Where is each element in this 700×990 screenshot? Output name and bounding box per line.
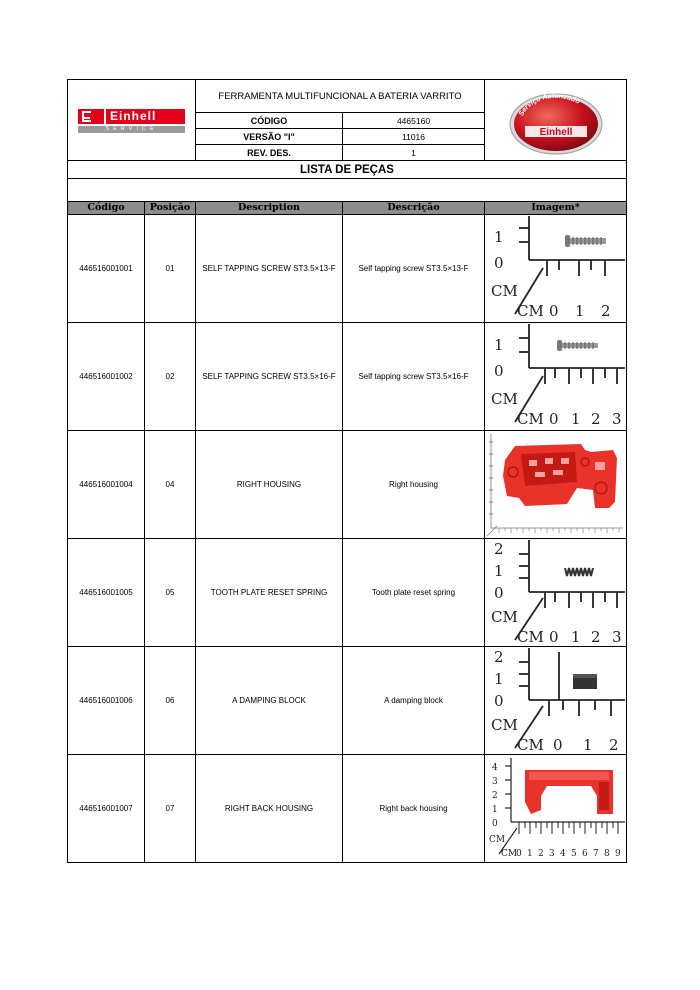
- damping-block-image: [485, 648, 625, 754]
- seal-word: Einhell: [539, 127, 573, 138]
- table-row: [68, 215, 627, 323]
- brand-word: Einhell: [106, 109, 185, 124]
- parts-table: [67, 79, 627, 863]
- seal-cell: [485, 80, 627, 161]
- einhell-logo-cell: [68, 80, 196, 161]
- part-image: [485, 755, 627, 863]
- scale-cm-label: CM: [491, 715, 518, 734]
- rev-label: REV. DES.: [196, 145, 343, 161]
- part-image: [485, 431, 627, 539]
- einhell-e-icon: [78, 109, 104, 124]
- part-image: [485, 323, 627, 431]
- part-description: SELF TAPPING SCREW ST3.5×16-F: [196, 323, 343, 431]
- scale-x-label: 1: [571, 627, 581, 646]
- scale-y-label: 0: [494, 583, 504, 602]
- scale-y-label: 0: [492, 818, 498, 829]
- part-position: 07: [145, 755, 196, 863]
- damping-block-part-icon: [573, 674, 597, 689]
- scale-y-label: 0: [494, 691, 504, 710]
- scale-cm-label: CM: [517, 301, 544, 320]
- scale-cm-label: CM: [501, 848, 518, 859]
- scale-x-label: 0: [549, 301, 559, 320]
- part-position: 01: [145, 215, 196, 323]
- spring-part-icon: [565, 568, 593, 576]
- scale-x-label: 3: [612, 627, 622, 646]
- part-position: 06: [145, 647, 196, 755]
- scale-y-label: 2: [494, 647, 504, 666]
- scale-y-label: 1: [494, 561, 504, 580]
- scale-y-label: 4: [492, 762, 498, 773]
- scale-x-label: 2: [591, 409, 601, 428]
- code-value: 4465160: [343, 113, 485, 129]
- table-row: [68, 431, 627, 539]
- right-housing-image: [485, 432, 625, 538]
- authorized-service-seal-icon: [507, 90, 605, 156]
- scale-y-label: 2: [492, 790, 498, 801]
- column-header-codigo: Código: [68, 202, 145, 215]
- table-row: [68, 647, 627, 755]
- screw-long-image: [485, 324, 625, 430]
- scale-x-label: 8: [604, 848, 610, 859]
- column-header-imagem: Imagem*: [485, 202, 627, 215]
- scale-cm-label: CM: [491, 389, 518, 408]
- rev-value: 1: [343, 145, 485, 161]
- scale-x-label: 9: [615, 848, 621, 859]
- table-row: [68, 539, 627, 647]
- scale-y-label: 2: [494, 539, 504, 558]
- scale-x-label: 2: [609, 735, 619, 754]
- scale-x-label: 3: [612, 409, 622, 428]
- table-row: [68, 755, 627, 863]
- scale-x-label: 1: [583, 735, 593, 754]
- scale-x-label: 6: [582, 848, 588, 859]
- scale-cm-label: CM: [517, 627, 544, 646]
- scale-x-label: 1: [571, 409, 581, 428]
- column-header-descricao: Descrição: [343, 202, 485, 215]
- column-header-posicao: Posição: [145, 202, 196, 215]
- part-position: 05: [145, 539, 196, 647]
- scale-y-label: 1: [494, 227, 504, 246]
- einhell-service-logo: [78, 109, 185, 133]
- part-descricao: Self tapping screw ST3.5×13-F: [343, 215, 485, 323]
- scale-y-label: 1: [492, 804, 498, 815]
- scale-x-label: 0: [553, 735, 563, 754]
- scale-cm-label: CM: [517, 409, 544, 428]
- spring-image: [485, 540, 625, 646]
- scale-cm-label: CM: [491, 281, 518, 300]
- version-label: VERSÃO "I": [196, 129, 343, 145]
- red-housing-part-icon: [503, 444, 617, 508]
- part-descricao: Right back housing: [343, 755, 485, 863]
- scale-x-label: 5: [571, 848, 577, 859]
- scale-x-label: 0: [516, 848, 522, 859]
- scale-x-label: 1: [575, 301, 585, 320]
- scale-cm-label: CM: [491, 607, 518, 626]
- part-description: SELF TAPPING SCREW ST3.5×13-F: [196, 215, 343, 323]
- blank-spacer-row: [68, 179, 627, 202]
- part-code: 446516001001: [68, 215, 145, 323]
- scale-x-label: 3: [549, 848, 555, 859]
- part-code: 446516001007: [68, 755, 145, 863]
- scale-x-label: 2: [591, 627, 601, 646]
- part-code: 446516001002: [68, 323, 145, 431]
- part-image: [485, 539, 627, 647]
- part-code: 446516001006: [68, 647, 145, 755]
- scale-y-label: 3: [492, 776, 498, 787]
- scale-x-label: 0: [549, 627, 559, 646]
- table-row: [68, 323, 627, 431]
- code-label: CÓDIGO: [196, 113, 343, 129]
- scale-cm-label: CM: [489, 834, 506, 845]
- part-image: [485, 647, 627, 755]
- list-title: LISTA DE PEÇAS: [68, 161, 627, 179]
- parts-list-sheet: [67, 79, 626, 863]
- part-code: 446516001005: [68, 539, 145, 647]
- tool-title: FERRAMENTA MULTIFUNCIONAL A BATERIA VARRITO: [196, 80, 485, 113]
- back-housing-image: [485, 756, 625, 862]
- part-position: 02: [145, 323, 196, 431]
- part-description: A DAMPING BLOCK: [196, 647, 343, 755]
- scale-x-label: 2: [601, 301, 611, 320]
- scale-y-label: 1: [494, 335, 504, 354]
- scale-x-label: 4: [560, 848, 566, 859]
- version-value: 11016: [343, 129, 485, 145]
- part-description: RIGHT BACK HOUSING: [196, 755, 343, 863]
- screw-short-image: [485, 216, 625, 322]
- scale-x-label: 2: [538, 848, 544, 859]
- part-description: RIGHT HOUSING: [196, 431, 343, 539]
- part-descricao: Tooth plate reset spring: [343, 539, 485, 647]
- part-description: TOOTH PLATE RESET SPRING: [196, 539, 343, 647]
- screw-part-icon: [557, 340, 598, 351]
- scale-y-label: 0: [494, 253, 504, 272]
- seal-top-text: Serviço Autorizado: [517, 92, 581, 118]
- screw-part-icon: [565, 235, 606, 247]
- scale-cm-label: CM: [517, 735, 544, 754]
- scale-y-label: 1: [494, 669, 504, 688]
- part-descricao: A damping block: [343, 647, 485, 755]
- part-code: 446516001004: [68, 431, 145, 539]
- scale-x-label: 7: [593, 848, 599, 859]
- part-position: 04: [145, 431, 196, 539]
- part-descricao: Right housing: [343, 431, 485, 539]
- brand-sub: SERVICE: [78, 126, 185, 133]
- part-descricao: Self tapping screw ST3.5×16-F: [343, 323, 485, 431]
- red-back-housing-part-icon: [525, 770, 613, 814]
- scale-y-label: 0: [494, 361, 504, 380]
- part-image: [485, 215, 627, 323]
- scale-x-label: 1: [527, 848, 533, 859]
- scale-x-label: 0: [549, 409, 559, 428]
- column-header-description: Description: [196, 202, 343, 215]
